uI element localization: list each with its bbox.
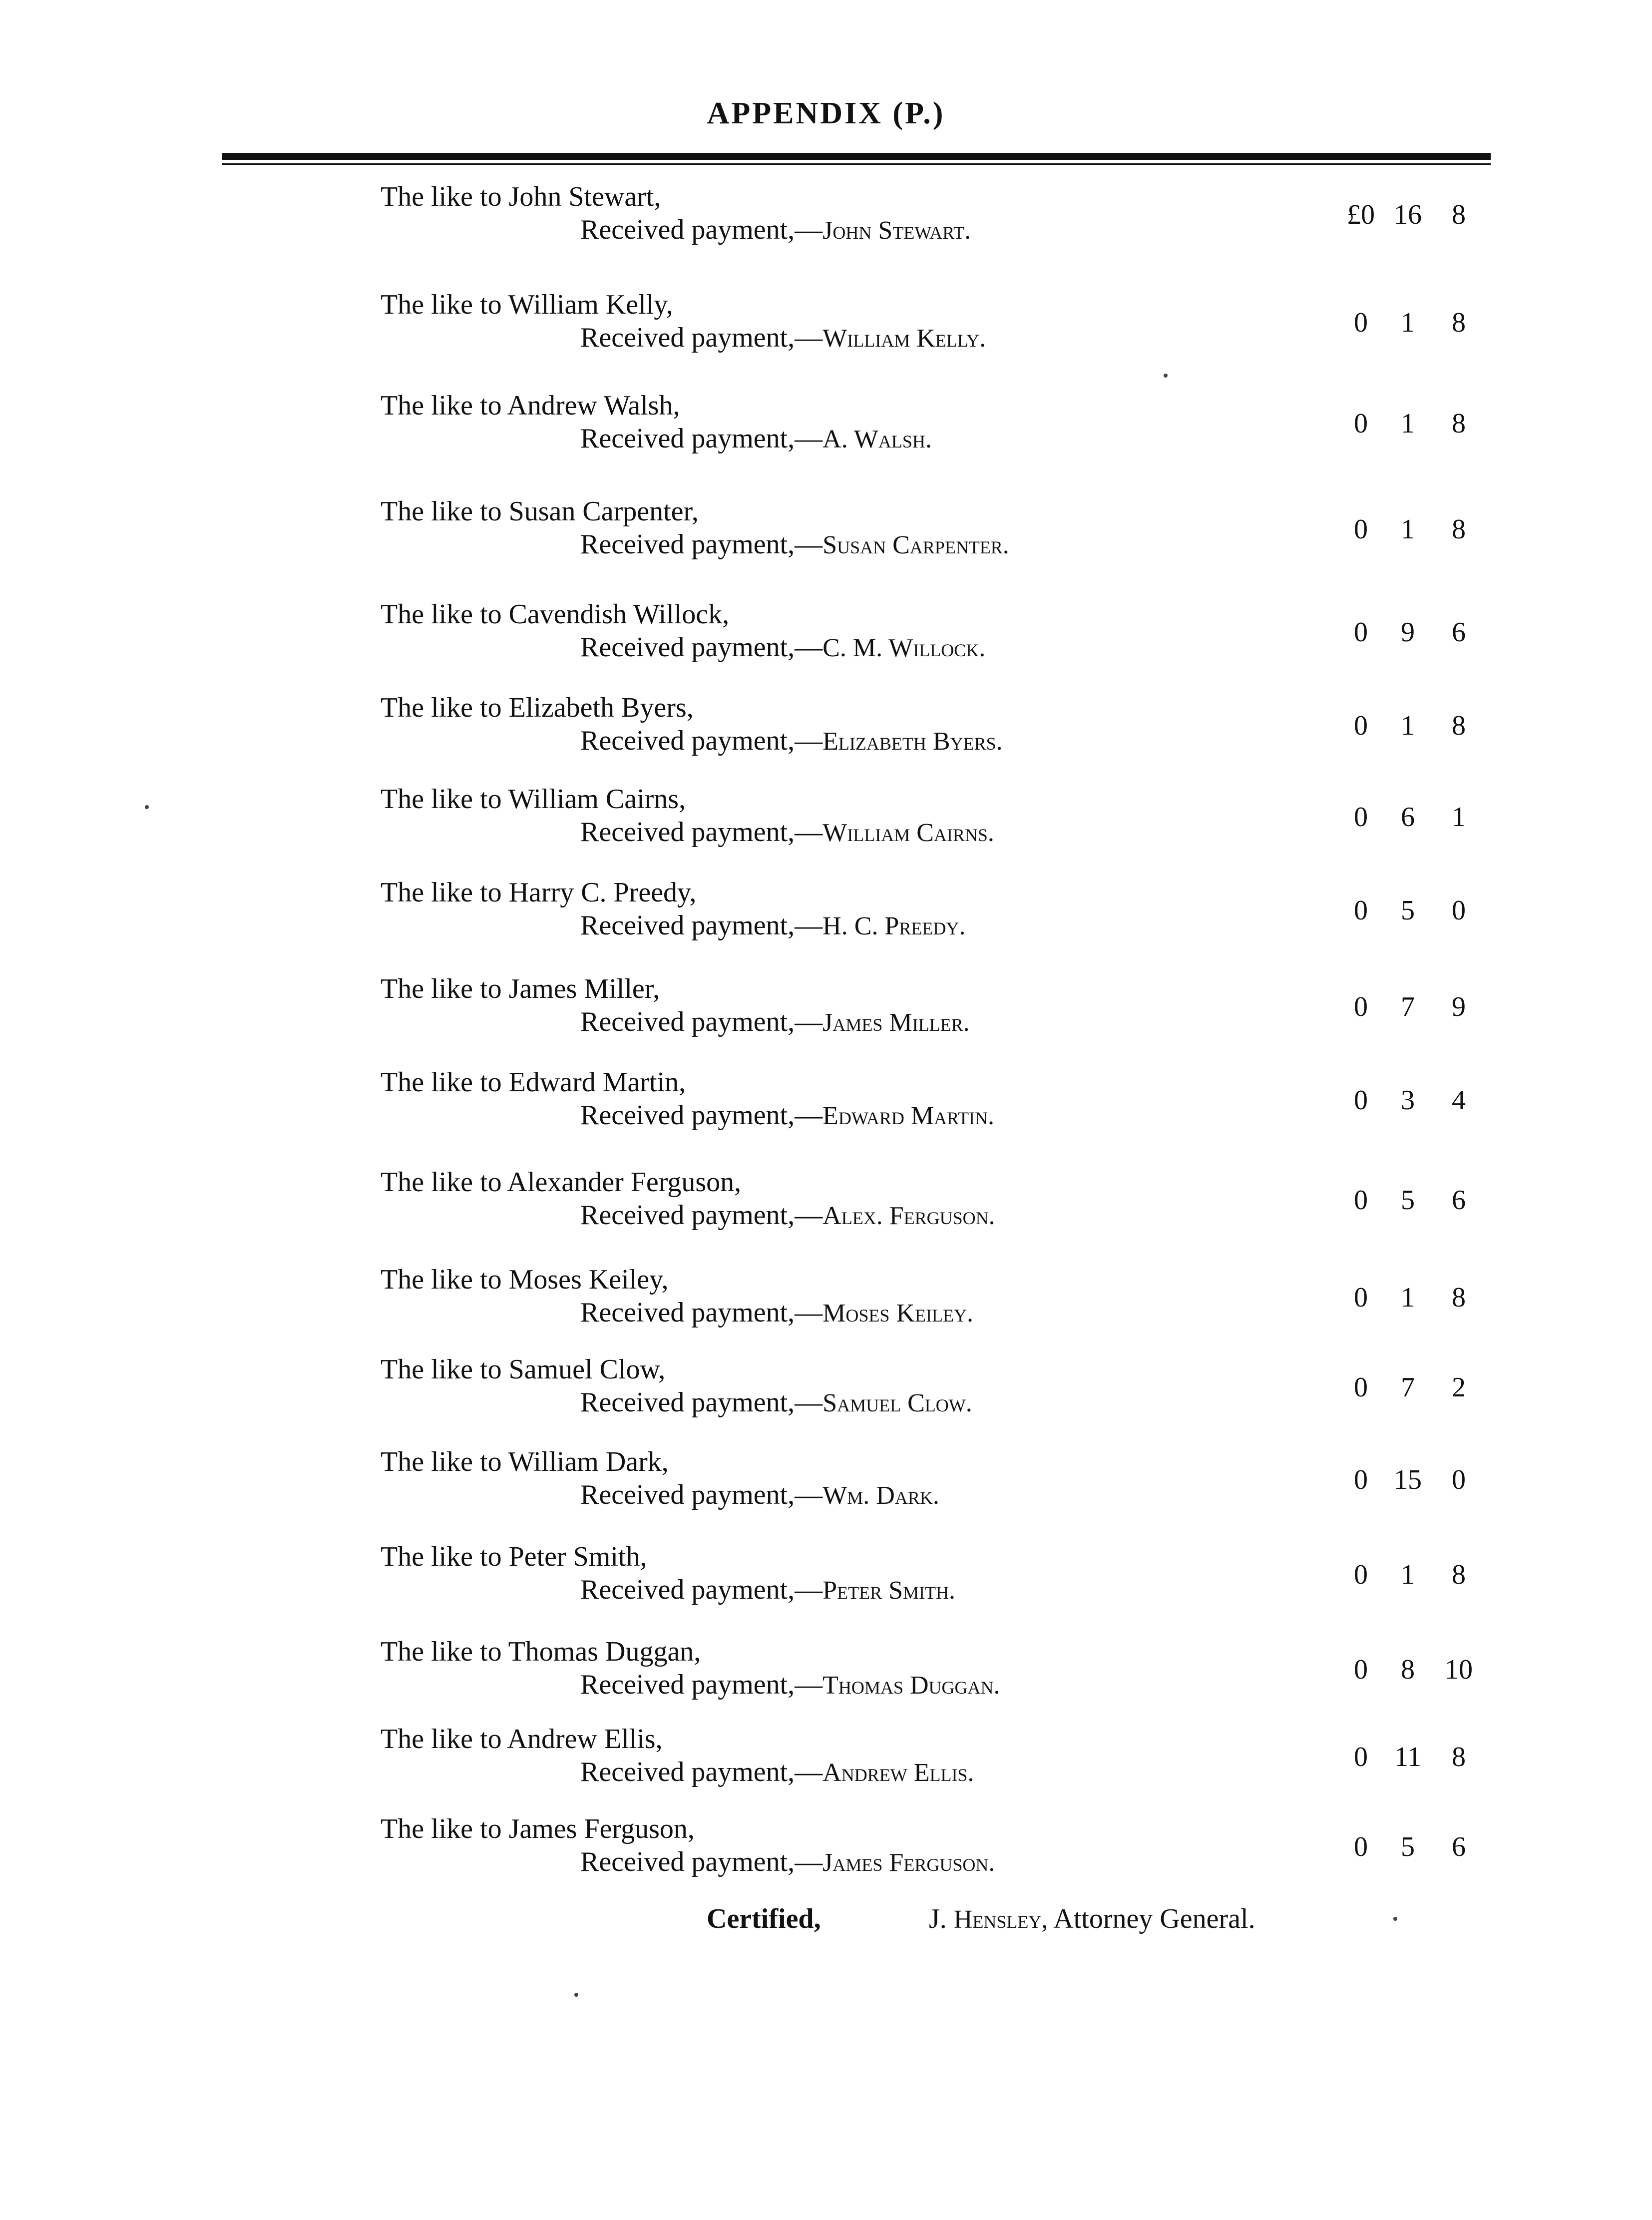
amount-pounds: 0 <box>1354 1282 1368 1313</box>
payee-line <box>381 289 673 321</box>
payee-line <box>381 495 699 527</box>
entry-prefix: The like to <box>381 1167 502 1198</box>
amount-shillings: 7 <box>1401 991 1415 1022</box>
payee-name: John Stewart, <box>508 181 661 212</box>
payee-line <box>381 877 696 908</box>
payee-line <box>381 1723 663 1755</box>
amount-pounds: £0 <box>1347 199 1375 230</box>
payee-signature: John Stewart. <box>823 216 971 245</box>
payee-signature: Susan Carpenter. <box>823 531 1009 559</box>
payee-line <box>381 1353 665 1385</box>
payment-entry <box>0 1541 1652 1631</box>
receipt-line <box>580 1199 995 1231</box>
receipt-text: Received payment,— <box>580 529 823 560</box>
payee-name: Thomas Duggan, <box>508 1636 701 1667</box>
receipt-line <box>580 1669 1000 1701</box>
payment-entry <box>0 1636 1652 1726</box>
payee-signature: William Cairns. <box>823 819 994 847</box>
payee-name: Andrew Ellis, <box>507 1724 663 1755</box>
amount-pence: 9 <box>1452 991 1466 1022</box>
receipt-text: Received payment,— <box>580 214 823 245</box>
amount-pounds: 0 <box>1354 1742 1368 1773</box>
payee-name: Harry C. Preedy, <box>508 877 697 908</box>
receipt-line <box>580 1574 955 1606</box>
payment-entry <box>0 598 1652 688</box>
officer-title: Attorney General. <box>1053 1903 1255 1934</box>
payee-name: James Miller, <box>508 973 660 1004</box>
certifying-officer <box>929 1903 1255 1935</box>
receipt-line <box>580 1846 995 1878</box>
amount-shillings: 11 <box>1394 1742 1421 1773</box>
entry-prefix: The like to <box>381 1636 502 1667</box>
receipt-line <box>580 322 986 354</box>
receipt-line <box>580 214 971 246</box>
payee-line <box>381 692 694 724</box>
receipt-text: Received payment,— <box>580 1846 823 1877</box>
entry-prefix: The like to <box>381 1813 502 1844</box>
amount-shillings: 7 <box>1401 1372 1415 1403</box>
amount-pence: 8 <box>1452 710 1466 741</box>
print-speck <box>1393 1917 1397 1921</box>
amount-pence: 4 <box>1452 1085 1466 1116</box>
amount-pence: 8 <box>1452 1742 1466 1773</box>
amount-pence: 8 <box>1452 307 1466 338</box>
amount-pounds: 0 <box>1354 1654 1368 1685</box>
certified-label: Certified, <box>707 1903 821 1934</box>
payee-signature: A. Walsh. <box>823 425 932 453</box>
officer-surname: Hensley, <box>953 1905 1048 1934</box>
entry-prefix: The like to <box>381 1541 502 1572</box>
payee-line <box>381 1264 668 1296</box>
entry-prefix: The like to <box>381 390 502 421</box>
amount-pounds: 0 <box>1354 1185 1368 1216</box>
amount-shillings: 5 <box>1401 1185 1415 1216</box>
payee-signature: Alex. Ferguson. <box>823 1202 995 1230</box>
amount-shillings: 5 <box>1401 1831 1415 1862</box>
payee-name: William Dark, <box>508 1446 669 1477</box>
amount-shillings: 1 <box>1401 514 1415 545</box>
payment-entry <box>0 390 1652 479</box>
payee-line <box>381 1066 686 1098</box>
payment-entry <box>0 692 1652 782</box>
print-speck <box>574 1993 578 1997</box>
payee-name: Peter Smith, <box>508 1541 647 1572</box>
payment-entry <box>0 495 1652 585</box>
amount-pounds: 0 <box>1354 514 1368 545</box>
receipt-text: Received payment,— <box>580 1479 823 1510</box>
receipt-line <box>580 631 985 663</box>
receipt-text: Received payment,— <box>580 1669 823 1700</box>
receipt-text: Received payment,— <box>580 1200 823 1231</box>
amount-shillings: 1 <box>1401 1282 1415 1313</box>
entry-prefix: The like to <box>381 289 502 320</box>
payee-signature: James Miller. <box>823 1008 970 1037</box>
payee-signature: James Ferguson. <box>823 1848 995 1877</box>
amount-shillings: 5 <box>1401 895 1415 926</box>
payee-name: Andrew Walsh, <box>507 390 680 421</box>
entry-prefix: The like to <box>381 1354 502 1385</box>
payee-name: Samuel Clow, <box>508 1354 666 1385</box>
amount-shillings: 16 <box>1394 199 1422 230</box>
receipt-text: Received payment,— <box>580 1100 823 1131</box>
amount-shillings: 15 <box>1394 1464 1422 1495</box>
payee-name: James Ferguson, <box>508 1813 695 1844</box>
page-heading: APPENDIX (P.) <box>707 96 945 130</box>
payee-line <box>381 181 661 213</box>
entry-prefix: The like to <box>381 599 502 630</box>
amount-shillings: 9 <box>1401 617 1415 648</box>
receipt-line <box>580 1756 974 1788</box>
payment-entry <box>0 1066 1652 1156</box>
amount-shillings: 8 <box>1401 1654 1415 1685</box>
payment-entry <box>0 783 1652 873</box>
amount-pounds: 0 <box>1354 1831 1368 1862</box>
amount-pounds: 0 <box>1354 1372 1368 1403</box>
receipt-line <box>580 725 1003 757</box>
receipt-text: Received payment,— <box>580 322 823 353</box>
receipt-text: Received payment,— <box>580 423 823 454</box>
receipt-text: Received payment,— <box>580 1387 823 1418</box>
payee-signature: H. C. Preedy. <box>823 912 966 940</box>
payment-entry <box>0 1353 1652 1443</box>
amount-pence: 6 <box>1452 1831 1466 1862</box>
amount-pounds: 0 <box>1354 991 1368 1022</box>
amount-pence: 6 <box>1452 1185 1466 1216</box>
amount-pence: 6 <box>1452 617 1466 648</box>
amount-shillings: 1 <box>1401 1559 1415 1590</box>
payee-line <box>381 973 660 1005</box>
payee-signature: Wm. Dark. <box>823 1481 939 1510</box>
receipt-line <box>580 528 1009 560</box>
payee-name: Edward Martin, <box>508 1067 686 1098</box>
payee-name: William Cairns, <box>508 784 686 815</box>
amount-shillings: 1 <box>1401 710 1415 741</box>
payee-signature: Andrew Ellis. <box>823 1759 974 1787</box>
receipt-text: Received payment,— <box>580 1006 823 1037</box>
amount-pence: 8 <box>1452 1559 1466 1590</box>
payee-signature: Elizabeth Byers. <box>823 727 1003 756</box>
payment-entry <box>0 1264 1652 1353</box>
amount-pence: 0 <box>1452 1464 1466 1495</box>
payee-signature: Edward Martin. <box>823 1102 994 1130</box>
amount-pounds: 0 <box>1354 710 1368 741</box>
receipt-line <box>580 1297 973 1329</box>
payee-name: Alexander Ferguson, <box>507 1167 742 1198</box>
entry-prefix: The like to <box>381 877 502 908</box>
payee-line <box>381 598 729 630</box>
amount-pence: 0 <box>1452 895 1466 926</box>
payee-signature: Samuel Clow. <box>823 1389 972 1417</box>
receipt-line <box>580 1386 972 1418</box>
officer-initial: J. <box>929 1903 947 1934</box>
entry-prefix: The like to <box>381 973 502 1004</box>
amount-shillings: 6 <box>1401 802 1415 833</box>
receipt-text: Received payment,— <box>580 632 823 663</box>
payee-signature: Peter Smith. <box>823 1576 955 1605</box>
heading-rule-thin <box>222 163 1491 165</box>
receipt-line <box>580 816 994 848</box>
receipt-text: Received payment,— <box>580 1574 823 1605</box>
amount-pence: 1 <box>1452 802 1466 833</box>
entry-prefix: The like to <box>381 692 502 723</box>
payment-entry <box>0 1166 1652 1256</box>
receipt-line <box>580 423 932 454</box>
entry-prefix: The like to <box>381 1724 502 1755</box>
amount-pounds: 0 <box>1354 802 1368 833</box>
payee-signature: Thomas Duggan. <box>823 1671 1000 1700</box>
amount-pounds: 0 <box>1354 617 1368 648</box>
amount-pounds: 0 <box>1354 408 1368 439</box>
payment-entry <box>0 1813 1652 1903</box>
payment-entry <box>0 1723 1652 1813</box>
entry-prefix: The like to <box>381 1264 502 1295</box>
receipt-line <box>580 909 965 941</box>
entry-prefix: The like to <box>381 784 502 815</box>
payee-line <box>381 1636 701 1668</box>
entry-prefix: The like to <box>381 496 502 527</box>
receipt-text: Received payment,— <box>580 1297 823 1328</box>
amount-pounds: 0 <box>1354 307 1368 338</box>
payee-name: William Kelly, <box>508 289 673 320</box>
payee-line <box>381 1166 741 1198</box>
payee-name: Susan Carpenter, <box>508 496 699 527</box>
amount-pounds: 0 <box>1354 895 1368 926</box>
payee-signature: William Kelly. <box>823 324 986 353</box>
amount-pounds: 0 <box>1354 1085 1368 1116</box>
amount-pence: 8 <box>1452 408 1466 439</box>
amount-pence: 10 <box>1445 1654 1473 1685</box>
payee-signature: C. M. Willock. <box>823 634 986 662</box>
print-speck <box>1164 374 1168 378</box>
payee-signature: Moses Keiley. <box>823 1299 973 1328</box>
payee-name: Moses Keiley, <box>508 1264 669 1295</box>
payee-line <box>381 390 680 422</box>
amount-shillings: 3 <box>1401 1085 1415 1116</box>
receipt-line <box>580 1099 994 1131</box>
entry-prefix: The like to <box>381 1446 502 1477</box>
payment-entry <box>0 181 1652 271</box>
amount-shillings: 1 <box>1401 408 1415 439</box>
receipt-line <box>580 1479 939 1511</box>
amount-pence: 8 <box>1452 199 1466 230</box>
entry-prefix: The like to <box>381 1067 502 1098</box>
heading-rule-thick <box>222 153 1491 160</box>
amount-pence: 8 <box>1452 1282 1466 1313</box>
payment-entry <box>0 877 1652 966</box>
amount-pounds: 0 <box>1354 1464 1368 1495</box>
receipt-text: Received payment,— <box>580 1757 823 1787</box>
amount-pounds: 0 <box>1354 1559 1368 1590</box>
receipt-text: Received payment,— <box>580 725 823 756</box>
certification <box>707 1903 1255 1935</box>
receipt-text: Received payment,— <box>580 910 823 941</box>
amount-shillings: 1 <box>1401 307 1415 338</box>
payee-name: Elizabeth Byers, <box>508 692 694 723</box>
payee-line <box>381 1813 695 1845</box>
payee-line <box>381 783 686 815</box>
payment-entry <box>0 289 1652 379</box>
payment-entry <box>0 1446 1652 1536</box>
payee-name: Cavendish Willock, <box>508 599 730 630</box>
receipt-line <box>580 1006 970 1038</box>
print-speck <box>145 805 149 809</box>
receipt-text: Received payment,— <box>580 817 823 848</box>
payee-line <box>381 1446 669 1478</box>
payment-entry <box>0 973 1652 1063</box>
amount-pence: 8 <box>1452 514 1466 545</box>
payee-line <box>381 1541 647 1573</box>
entry-prefix: The like to <box>381 181 502 212</box>
amount-pence: 2 <box>1452 1372 1466 1403</box>
